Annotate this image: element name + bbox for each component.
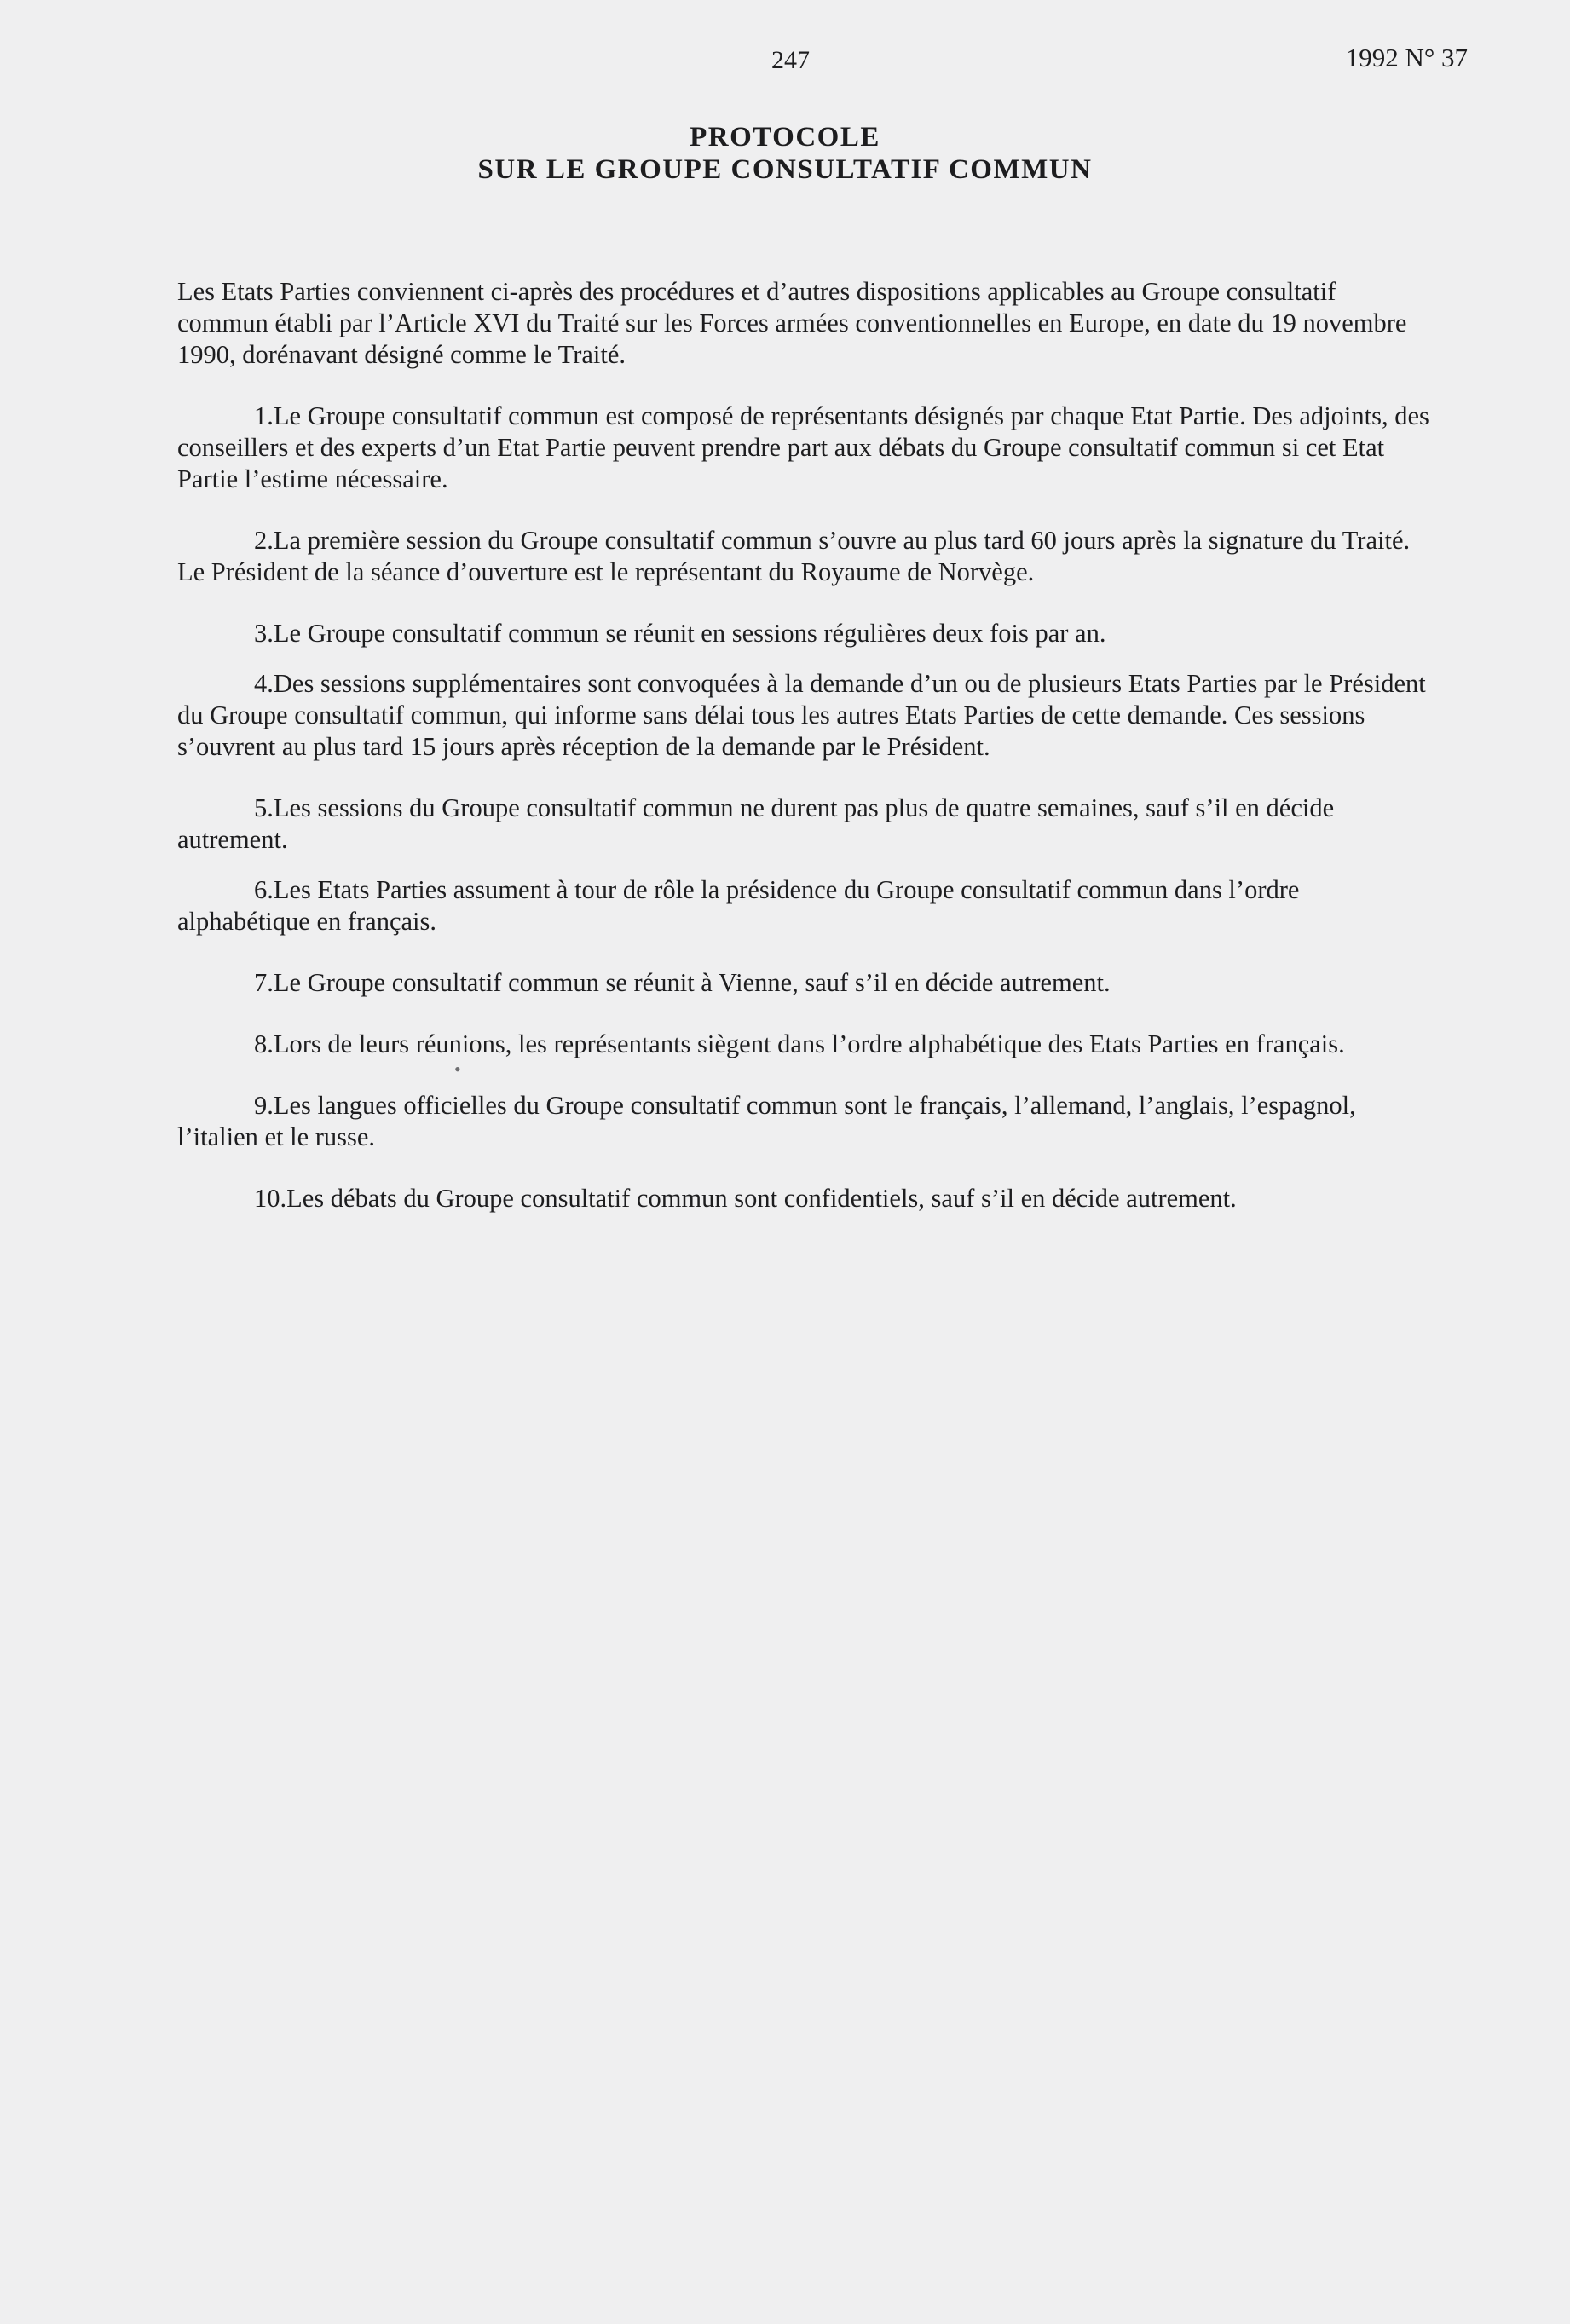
page-number: 247 <box>771 46 810 74</box>
article-number: 5. <box>254 793 274 822</box>
article-number: 1. <box>254 401 274 430</box>
article-text: Les débats du Groupe consultatif commun sont confidentiels, sauf s’il en décide autrement. <box>286 1184 1237 1213</box>
article-text: Des sessions supplémentaires sont convoquées à la demande d’un ou de plusieurs Etats Parties par le Président du Groupe consultatif commun, qui informe sans délai tous les autres Etats Parties de cette demande. Ces sessions s’ouvrent au plus tard 15 jours après réception de la demande par le Président. <box>177 669 1426 761</box>
article-text: Les sessions du Groupe consultatif commun ne durent pas plus de quatre semaines, sauf s’il en décide autrement. <box>177 793 1335 854</box>
document-body <box>177 276 1430 1244</box>
article-6 <box>177 874 1430 937</box>
article-number: 3. <box>254 619 274 648</box>
article-9 <box>177 1090 1430 1153</box>
article-3 <box>177 618 1430 649</box>
article-1 <box>177 401 1430 495</box>
gazette-reference: 1992 N° 37 <box>1345 43 1468 72</box>
article-text: La première session du Groupe consultatif commun s’ouvre au plus tard 60 jours après la signature du Traité. Le Président de la séance d’ouverture est le représentant du Royaume de Norvège. <box>177 526 1411 586</box>
article-number: 9. <box>254 1091 274 1120</box>
article-number: 4. <box>254 669 274 698</box>
article-10 <box>177 1183 1430 1214</box>
stray-dot-mark: • <box>454 1058 461 1080</box>
article-4 <box>177 668 1430 763</box>
article-text: Le Groupe consultatif commun se réunit en sessions régulières deux fois par an. <box>273 619 1106 648</box>
intro-paragraph: Les Etats Parties conviennent ci-après des procédures et d’autres dispositions applicables au Groupe consultatif commun établi par l’Article XVI du Traité sur les Forces armées conventionnelles en Europe, en date du 19 novembre 1990, dorénavant désigné comme le Traité. <box>177 277 1407 369</box>
article-text: Le Groupe consultatif commun est composé de représentants désignés par chaque Etat Partie. Des adjoints, des conseillers et des experts d’un Etat Partie peuvent prendre part aux débats du Groupe consultatif commun si cet Etat Partie l’estime nécessaire. <box>177 401 1429 493</box>
article-7 <box>177 967 1430 999</box>
article-text: Le Groupe consultatif commun se réunit à Vienne, sauf s’il en décide autrement. <box>273 968 1111 997</box>
article-number: 10. <box>254 1184 287 1213</box>
article-text: Les Etats Parties assument à tour de rôle la présidence du Groupe consultatif commun dans l’ordre alphabétique en français. <box>177 875 1300 936</box>
article-number: 6. <box>254 875 274 904</box>
title-line-2: SUR LE GROUPE CONSULTATIF COMMUN <box>477 154 1093 185</box>
document-title <box>0 121 1570 186</box>
article-text: Les langues officielles du Groupe consultatif commun sont le français, l’allemand, l’anglais, l’espagnol, l’italien et le russe. <box>177 1091 1356 1151</box>
article-5 <box>177 793 1430 856</box>
article-number: 7. <box>254 968 274 997</box>
article-2 <box>177 525 1430 588</box>
article-number: 2. <box>254 526 274 555</box>
article-8 <box>177 1029 1430 1060</box>
article-text: Lors de leurs réunions, les représentants siègent dans l’ordre alphabétique des Etats Parties en français. <box>273 1029 1345 1058</box>
title-line-1: PROTOCOLE <box>690 122 880 153</box>
article-number: 8. <box>254 1029 274 1058</box>
